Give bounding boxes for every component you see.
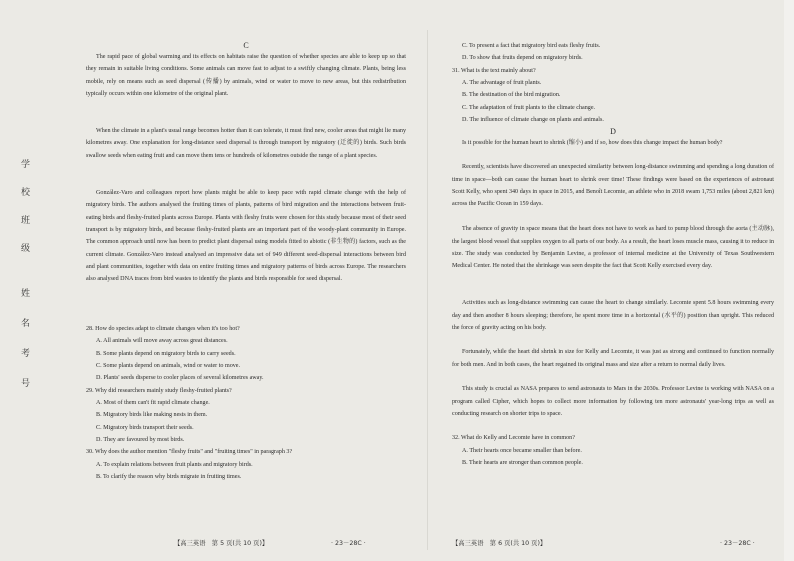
binding-char: 级 — [21, 244, 31, 254]
answer-option: C. Migratory birds transport their seeds. — [96, 424, 194, 431]
binding-char: 校 — [21, 188, 31, 198]
right-page — [452, 40, 774, 469]
binding-char: 考 — [21, 349, 31, 359]
answer-option: D. They are favoured by most birds. — [96, 437, 185, 444]
binding-char: 姓 — [21, 289, 31, 299]
answer-option: B. Some plants depend on migratory birds to carry seeds. — [96, 350, 236, 357]
answer-option: A. Their hearts once became smaller than before. — [462, 447, 582, 454]
answer-option: D. The influence of climate change on plants and animals. — [462, 117, 604, 124]
answer-option: C. Some plants depend on animals, wind or water to move. — [96, 363, 241, 370]
answer-option: C. To present a fact that migratory bird eats fleshy fruits. — [462, 43, 601, 49]
section-heading-c: C — [243, 41, 249, 50]
page-number-label: 【高三英语 第 5 页(共 10 页)】 — [174, 540, 269, 547]
binding-char: 名 — [21, 319, 31, 329]
passage-paragraph: This study is crucial as NASA prepares to send astronauts to Mars in the 2030s. Professor Levine is working with NASA on a program called Cipher, which hopes to collect more information by following ten more astronauts' year-long trips as well as conducting research on shorter trips to space. — [452, 386, 774, 418]
answer-option: A. The advantage of fruit plants. — [462, 80, 542, 87]
binding-margin — [0, 0, 44, 561]
question-31-stem: 31. What is the text mainly about? — [452, 67, 536, 74]
left-page-footer — [86, 538, 406, 550]
page-number-label: 【高三英语 第 6 页(共 10 页)】 — [452, 540, 547, 547]
answer-option: B. Migratory birds like making nests in them. — [96, 412, 208, 419]
page-edge — [784, 0, 794, 561]
question-32-stem: 32. What do Kelly and Lecomte have in common? — [452, 435, 575, 442]
answer-option: B. The destination of the bird migration. — [462, 92, 561, 99]
answer-option: D. Plants' seeds disperse to cooler places of several kilometres away. — [96, 375, 264, 382]
passage-paragraph: The absence of gravity in space means that the heart does not have to work as hard to pump blood through the aorta (主动脉), the largest blood vessel that supplies oxygen to all parts of our body. As a result, the heart loses muscle mass, causing it to reduce in size. The study was conducted by Benjamin Levine, a professor of internal medicine at the University of Texas Southwestern Medical Center. He noted that the shrinkage was seen despite the fact that Scott Kelly exercised every day. — [452, 226, 774, 270]
passage-paragraph: Is it possible for the human heart to shrink (缩小) and if so, how does this change impact the human body? — [462, 140, 723, 147]
answer-option: B. Their hearts are stronger than common people. — [462, 460, 583, 467]
answer-option: C. The adaptation of fruit plants to the climate change. — [462, 104, 596, 111]
section-heading-d: D — [610, 127, 616, 137]
exam-code: · 23－28C · — [331, 540, 366, 547]
question-30-stem: 30. Why does the author mention "fleshy fruits" and "fruiting times" in paragraph 3? — [86, 449, 293, 456]
answer-option: D. To show that fruits depend on migratory birds. — [462, 55, 583, 62]
question-29-stem: 29. Why did researchers mainly study fleshy-fruited plants? — [86, 387, 232, 394]
right-page-footer — [452, 538, 774, 550]
binding-char: 班 — [21, 216, 31, 226]
answer-option: A. Most of them can't fit rapid climate change. — [96, 400, 210, 407]
passage-paragraph: González-Varo and colleagues report how plants might be able to keep pace with rapid climate change with the help of migratory birds. The authors analysed the fruiting times of plants, patterns of bird migration and the interactions between fruit-eating birds and fleshy-fruited plants across Europe. Plants with fleshy fruits were chosen for this study because most of their seed transport is by migratory birds, and because fleshy-fruited plants are an important part of the woody-plant community in Europe. The common approach until now has been to predict plant dispersal using models fitted to abiotic (非生物的) factors, such as the current climate. González-Varo instead analysed an impressive data set of 949 different seed-dispersal interactions between bird and plant communities, together with data on entire fruiting times and migratory patterns of birds across Europe. The researchers also analysed DNA traces from bird wastes to identify the plants and birds responsible for seed dispersal. — [86, 190, 406, 283]
answer-option: A. To explain relations between fruit plants and migratory birds. — [96, 461, 253, 468]
passage-paragraph: The rapid pace of global warming and its effects on habitats raise the question of whether species are able to keep up so that they remain in suitable living conditions. Some animals can move fast to adjust to a swiftly changing climate. Plants, being less mobile, rely on means such as seed dispersal (传播) by animals, wind or water to move to new areas, but this redistribution typically occurs within one kilometre of the original plant. — [86, 54, 406, 98]
left-page — [86, 40, 406, 483]
question-28-stem: 28. How do species adapt to climate changes when it's too hot? — [86, 326, 240, 332]
binding-char: 学 — [21, 160, 31, 170]
exam-code: · 23－28C · — [720, 540, 755, 547]
answer-option: A. All animals will move away across great distances. — [96, 338, 228, 345]
passage-paragraph: Recently, scientists have discovered an unexpected similarity between long-distance swimming and spending a long duration of time in space—both can cause the human heart to shrink over time! These findings were based on the experiences of astronaut Scott Kelly, who spent 340 days in space in 2015, and Benoît Lecomte, an athlete who in 2018 swam 1,753 miles (about 2,821 km) across the Pacific Ocean in 159 days. — [452, 164, 774, 208]
passage-paragraph: When the climate in a plant's usual range becomes hotter than it can tolerate, it must find new, cooler areas that might lie many kilometres away. One explanation for long-distance seed dispersal is through transport by migratory (迁徙的) birds. Such birds swallow seeds when eating fruit and can move them tens or hundreds of kilometres outside the range of a plant species. — [86, 128, 406, 159]
page-fold-divider — [427, 30, 428, 550]
answer-option: B. To clarify the reason why birds migrate in fruiting times. — [96, 474, 242, 481]
binding-char: 号 — [21, 379, 31, 389]
passage-paragraph: Fortunately, while the heart did shrink in size for Kelly and Lecomte, it was just as strong and continued to function normally for both men. And in both cases, the heart regained its original mass and size after a return to normal daily lives. — [452, 349, 774, 368]
passage-paragraph: Activities such as long-distance swimming can cause the heart to change similarly. Lecomte spent 5.8 hours swimming every day and then another 8 hours sleeping; therefore, he spent more time in a horizontal (水平的) position than upright. This reduced the force of gravity acting on his body. — [452, 300, 774, 332]
